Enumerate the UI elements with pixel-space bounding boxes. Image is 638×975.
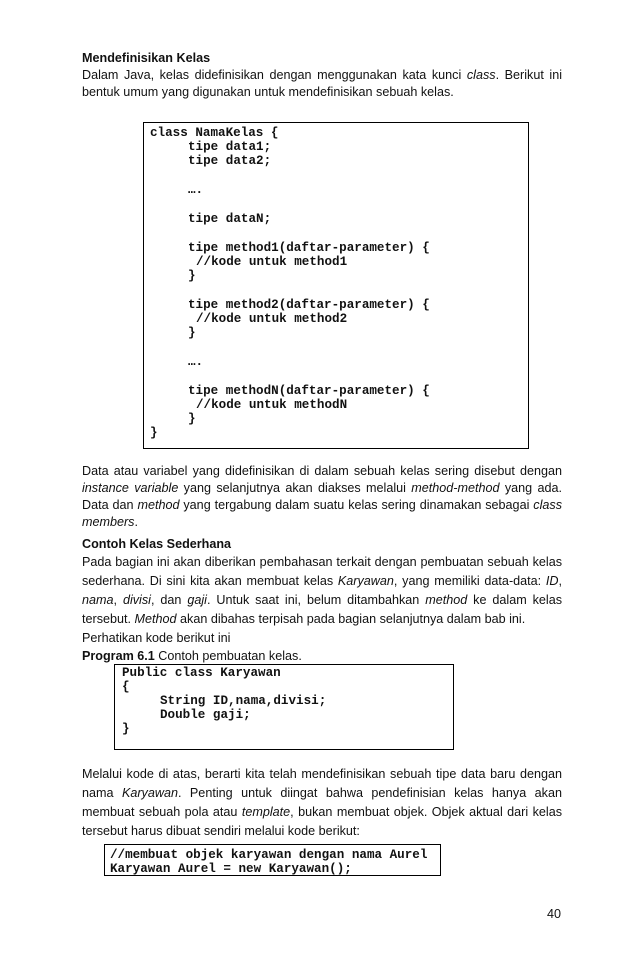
term-instance-variable: instance variable <box>82 481 179 495</box>
text-run: , bukan membuat objek. Objek aktual dari kelas tersebut harus dibuat sendiri melalui kode berikut: <box>82 805 562 838</box>
text-run: Pada bagian ini akan diberikan pembahasan terkait dengan pembuatan sebuah kelas sederhana. Di sini kita akan membuat kelas <box>82 555 562 588</box>
code-line: tipe data2; <box>188 154 272 168</box>
term-class-members: class members <box>82 498 562 529</box>
text-run: , <box>558 574 562 588</box>
code-line: Double gaji; <box>160 708 251 722</box>
term-template: template <box>241 805 291 819</box>
example-paragraph <box>82 553 562 629</box>
text-run: , dan <box>150 593 188 607</box>
term-karyawan: Karyawan <box>337 574 394 588</box>
program-caption-text: Contoh pembuatan kelas. <box>154 649 302 663</box>
code-line: String ID,nama,divisi; <box>160 694 327 708</box>
text-run: Dalam Java, kelas didefinisikan dengan menggunakan kata kunci <box>82 68 467 82</box>
text-run: , yang memiliki data-data: <box>393 574 546 588</box>
text-run: . <box>134 515 138 529</box>
text-run: . Berikut ini bentuk umum yang digunakan untuk mendefinisikan sebuah kelas. <box>82 68 563 99</box>
instruction-line: Perhatikan kode berikut ini <box>82 631 231 645</box>
term-method: method <box>137 498 180 512</box>
code-box-object-creation <box>104 844 441 876</box>
page-number: 40 <box>546 907 561 921</box>
code-line: } <box>188 412 196 426</box>
code-line: } <box>188 269 196 283</box>
code-line: …. <box>188 183 204 197</box>
text-run: yang selanjutnya akan diakses melalui <box>178 481 412 495</box>
program-caption <box>82 648 562 665</box>
text-run: yang ada. Data dan <box>82 481 562 512</box>
section-defining-class <box>82 50 562 101</box>
code-box-program-6-1 <box>114 664 454 750</box>
intro-paragraph <box>82 67 562 101</box>
code-line: Public class Karyawan <box>122 666 281 680</box>
code-line: { <box>122 680 130 694</box>
code-line: tipe data1; <box>188 140 272 154</box>
code-line: tipe dataN; <box>188 212 272 226</box>
code-line: tipe methodN(daftar-parameter) { <box>188 384 430 398</box>
code-line: tipe method2(daftar-parameter) { <box>188 298 430 312</box>
text-run: . Untuk saat ini, belum ditambahkan <box>206 593 426 607</box>
term-karyawan: Karyawan <box>121 786 178 800</box>
text-run: . Penting untuk diingat bahwa pendefinisian kelas hanya akan membuat sebuah pola atau <box>82 786 562 819</box>
code-line: } <box>122 722 130 736</box>
section-heading: Contoh Kelas Sederhana <box>82 537 232 551</box>
code-line: //kode untuk method2 <box>196 312 348 326</box>
code-line: //membuat objek karyawan dengan nama Aurel <box>110 848 428 862</box>
term-method: method <box>425 593 468 607</box>
section-heading: Mendefinisikan Kelas <box>82 51 211 65</box>
term-method-method: method-method <box>411 481 500 495</box>
code-line: class NamaKelas { <box>150 126 279 140</box>
term-method: Method <box>134 612 177 626</box>
code-line: …. <box>188 355 204 369</box>
code-line: tipe method1(daftar-parameter) { <box>188 241 430 255</box>
code-line: } <box>150 426 158 440</box>
code-line: //kode untuk method1 <box>196 255 348 269</box>
code-box-general-form <box>143 122 529 449</box>
text-run: Melalui kode di atas, berarti kita telah mendefinisikan sebuah tipe data baru dengan nama <box>82 767 562 800</box>
keyword-class: class <box>466 68 496 82</box>
term-nama: nama <box>82 593 114 607</box>
code-line: Karyawan Aurel = new Karyawan(); <box>110 862 352 876</box>
term-gaji: gaji <box>187 593 207 607</box>
section-simple-class-example <box>82 536 562 648</box>
text-run: Data atau variabel yang didefinisikan di dalam sebuah kelas sering disebut dengan <box>82 464 562 478</box>
program-label: Program 6.1 <box>82 649 155 663</box>
text-run: akan dibahas terpisah pada bagian selanjutnya dalam bab ini. <box>176 612 526 626</box>
text-run: yang tergabung dalam suatu kelas sering dinamakan sebagai <box>179 498 534 512</box>
class-members-paragraph <box>82 463 562 531</box>
template-paragraph <box>82 765 562 841</box>
text-run: ke dalam kelas tersebut. <box>82 593 563 626</box>
code-line: } <box>188 326 196 340</box>
term-divisi: divisi <box>122 593 151 607</box>
term-id: ID <box>545 574 559 588</box>
text-run: , <box>113 593 123 607</box>
code-line: //kode untuk methodN <box>196 398 348 412</box>
